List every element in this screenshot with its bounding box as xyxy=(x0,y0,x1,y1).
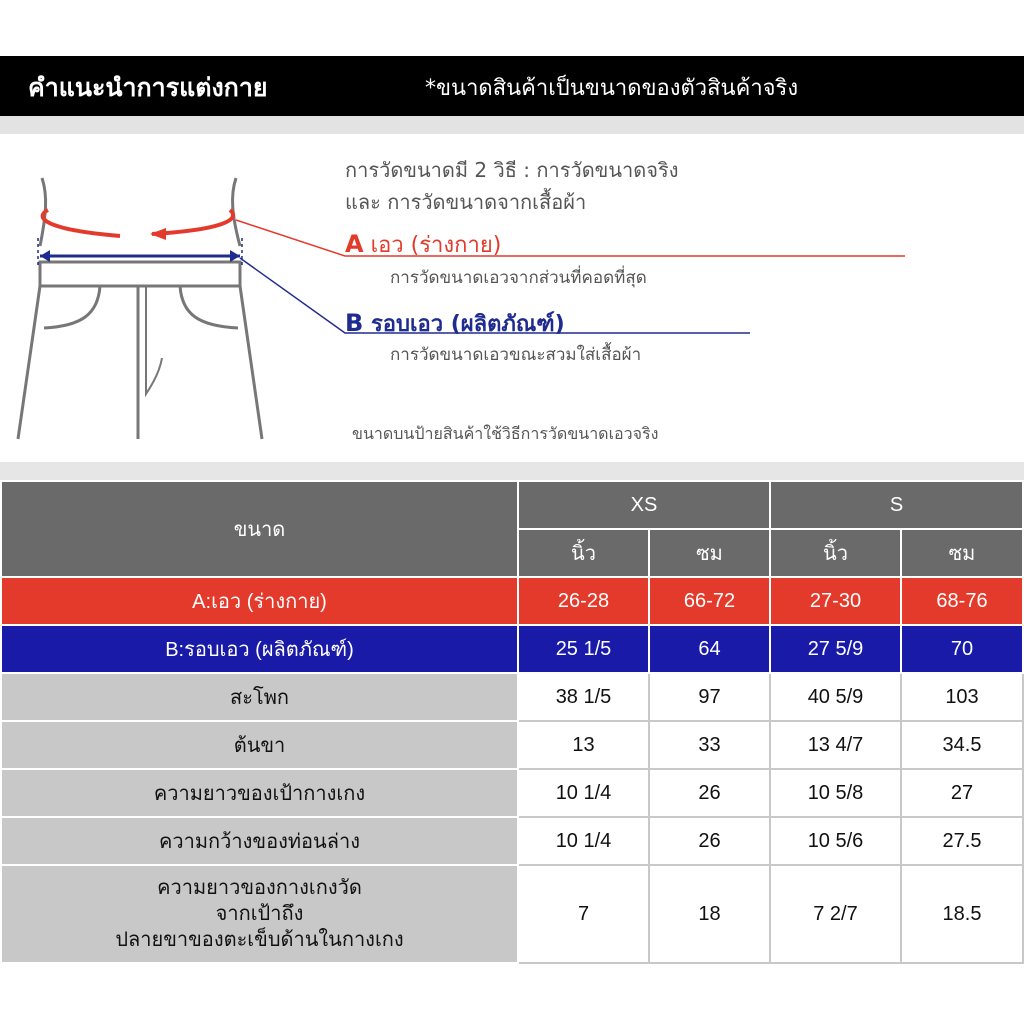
cell-value: 26 xyxy=(649,769,770,817)
leg-right-outer xyxy=(240,286,262,439)
cell-value: 25 1/5 xyxy=(518,625,649,673)
label-b-letter: B xyxy=(345,309,364,337)
cell-value: 10 1/4 xyxy=(518,769,649,817)
leg-left-outer xyxy=(18,286,40,439)
waistband xyxy=(40,262,240,286)
row-label-line: ความยาวของกางเกงวัด xyxy=(157,877,362,899)
cell-value: 18 xyxy=(649,865,770,963)
cell-value: 26 xyxy=(649,817,770,865)
cell-value: 13 4/7 xyxy=(770,721,901,769)
fly-seam xyxy=(146,286,162,394)
intro-line-2: และ การวัดขนาดจากเสื้อผ้า xyxy=(345,190,587,214)
unit-header: ซม xyxy=(901,529,1023,577)
cell-value: 66-72 xyxy=(649,577,770,625)
row-label: ความกว้างของท่อนล่าง xyxy=(1,817,518,865)
size-table xyxy=(0,480,1024,964)
label-a xyxy=(345,227,501,262)
cell-value: 7 xyxy=(518,865,649,963)
cell-value: 103 xyxy=(901,673,1023,721)
cell-value: 10 5/6 xyxy=(770,817,901,865)
cell-value: 27.5 xyxy=(901,817,1023,865)
table-row-rise xyxy=(1,769,1023,817)
divider-band-2 xyxy=(0,462,1024,480)
row-label-line: จากเป้าถึง xyxy=(215,903,304,925)
table-row-hem-width xyxy=(1,817,1023,865)
cell-value: 26-28 xyxy=(518,577,649,625)
label-b xyxy=(345,306,565,341)
unit-header: นิ้ว xyxy=(518,529,649,577)
footnote: ขนาดบนป้ายสินค้าใช้วิธีการวัดขนาดเอวจริง xyxy=(352,424,659,443)
row-label: ความยาวของเป้ากางเกง xyxy=(1,769,518,817)
size-s-header: S xyxy=(770,481,1023,529)
cell-value: 27 xyxy=(901,769,1023,817)
leader-line-a xyxy=(236,220,905,256)
cell-value: 38 1/5 xyxy=(518,673,649,721)
measurement-diagram xyxy=(0,134,1024,462)
waistband-arrow-right xyxy=(230,250,240,262)
row-label: A:เอว (ร่างกาย) xyxy=(1,577,518,625)
pocket-left xyxy=(44,286,100,328)
header-note: *ขนาดสินค้าเป็นขนาดของตัวสินค้าจริง xyxy=(425,76,799,101)
label-a-letter: A xyxy=(345,230,364,258)
cell-value: 7 2/7 xyxy=(770,865,901,963)
table-row-thigh xyxy=(1,721,1023,769)
unit-header: ซม xyxy=(649,529,770,577)
unit-header: นิ้ว xyxy=(770,529,901,577)
table-row-inseam xyxy=(1,865,1023,963)
table-row-waist-body xyxy=(1,577,1023,625)
cell-value: 27 5/9 xyxy=(770,625,901,673)
size-xs-header: XS xyxy=(518,481,770,529)
cell-value: 97 xyxy=(649,673,770,721)
cell-value: 27-30 xyxy=(770,577,901,625)
label-a-description: การวัดขนาดเอวจากส่วนที่คอดที่สุด xyxy=(390,268,647,288)
divider-band xyxy=(0,116,1024,134)
cell-value: 33 xyxy=(649,721,770,769)
row-label: สะโพก xyxy=(1,673,518,721)
row-label: B:รอบเอว (ผลิตภัณฑ์) xyxy=(1,625,518,673)
label-b-description: การวัดขนาดเอวขณะสวมใส่เสื้อผ้า xyxy=(390,345,642,365)
waist-arrow-head xyxy=(150,228,166,240)
cell-value: 68-76 xyxy=(901,577,1023,625)
waist-arc-left xyxy=(43,210,120,236)
pocket-right xyxy=(180,286,238,328)
row-label: ต้นขา xyxy=(1,721,518,769)
cell-value: 40 5/9 xyxy=(770,673,901,721)
cell-value: 70 xyxy=(901,625,1023,673)
size-header: ขนาด xyxy=(1,481,518,577)
cell-value: 10 1/4 xyxy=(518,817,649,865)
row-label xyxy=(1,865,518,963)
cell-value: 18.5 xyxy=(901,865,1023,963)
header-bar xyxy=(0,56,1024,116)
cell-value: 10 5/8 xyxy=(770,769,901,817)
cell-value: 34.5 xyxy=(901,721,1023,769)
waistband-arrow-left xyxy=(40,250,50,262)
intro-line-1: การวัดขนาดมี 2 วิธี : การวัดขนาดจริง xyxy=(345,158,679,182)
cell-value: 13 xyxy=(518,721,649,769)
row-label-line: ปลายขาของตะเข็บด้านในกางเกง xyxy=(115,929,404,951)
table-row-hip xyxy=(1,673,1023,721)
label-b-text: รอบเอว (ผลิตภัณฑ์) xyxy=(370,312,565,337)
cell-value: 64 xyxy=(649,625,770,673)
label-a-text: เอว (ร่างกาย) xyxy=(370,233,502,258)
page-title: คำแนะนำการแต่งกาย xyxy=(28,73,268,102)
table-row-waist-product xyxy=(1,625,1023,673)
